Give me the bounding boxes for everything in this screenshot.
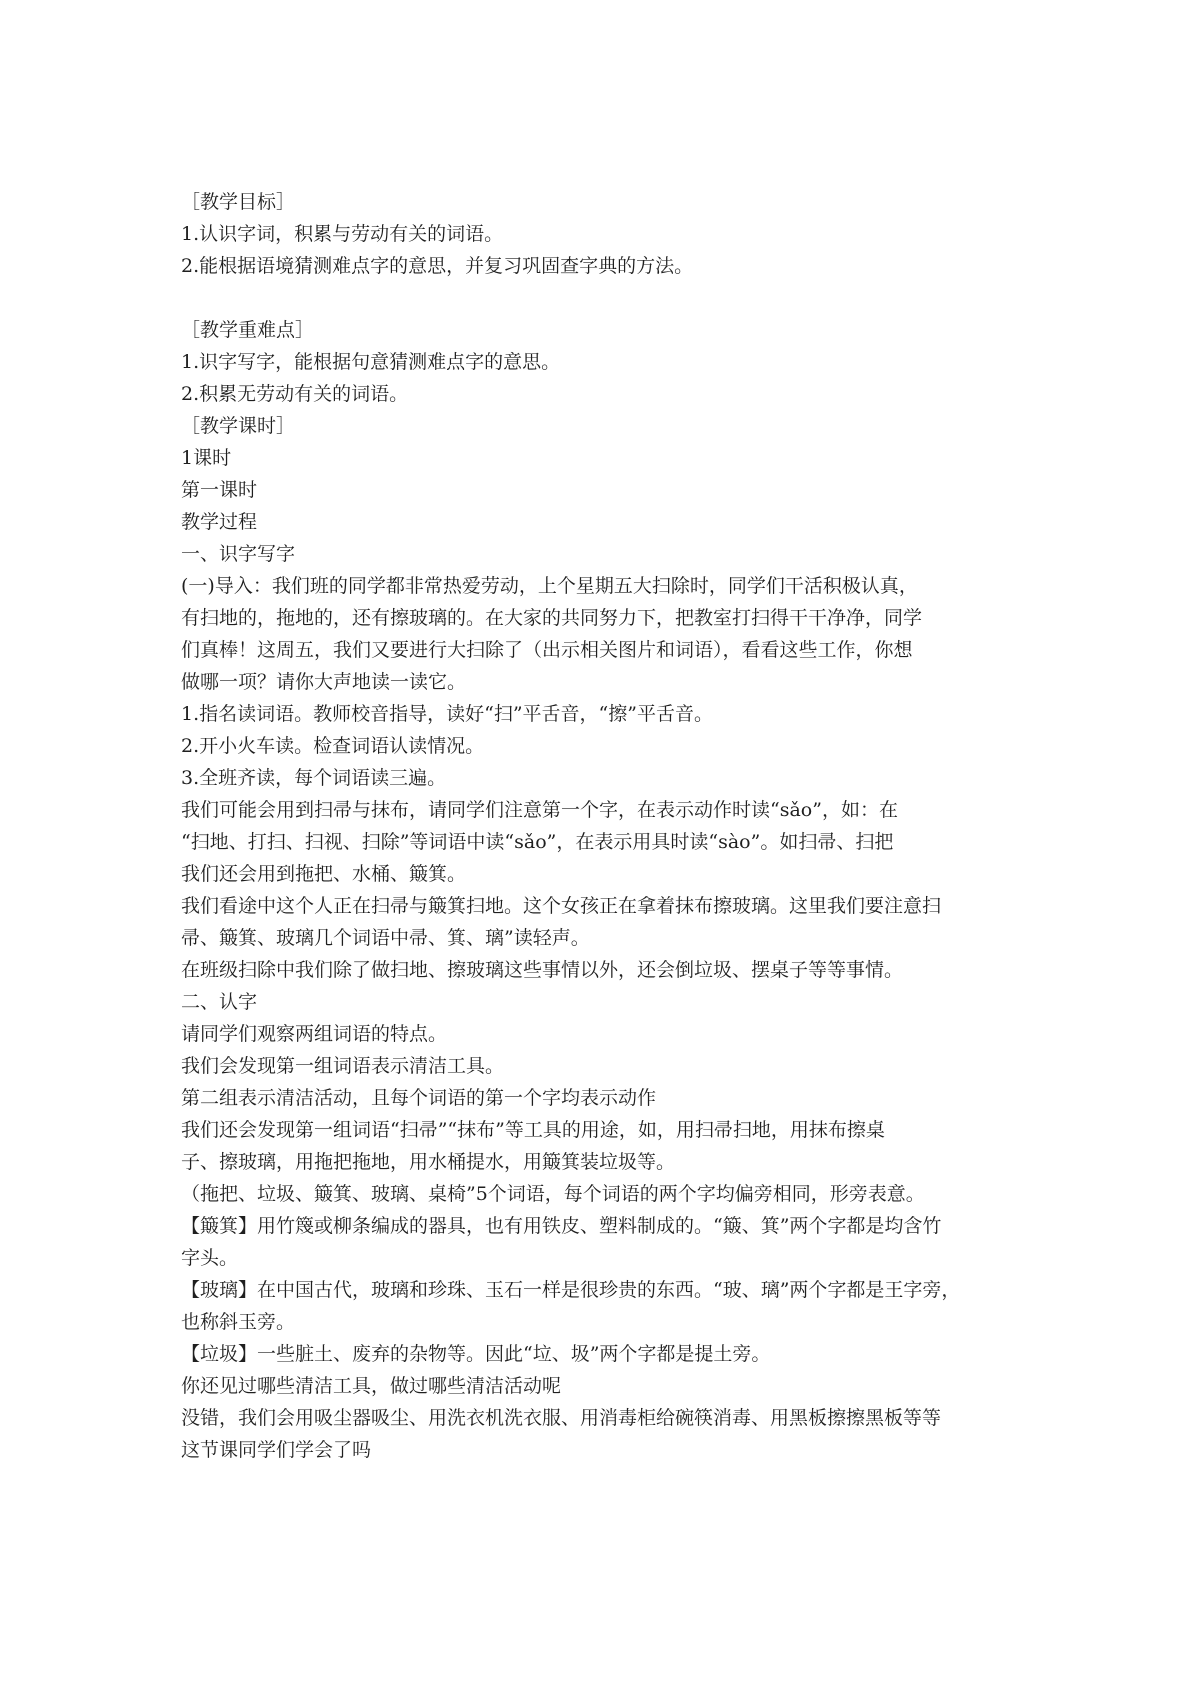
text-line: 2.积累无劳动有关的词语。	[181, 383, 409, 405]
text-line: 1.指名读词语。教师校音指导，读好“扫”平舌音，“擦”平舌音。	[181, 703, 713, 725]
text-line: 做哪一项？请你大声地读一读它。	[181, 671, 467, 693]
text-line: 有扫地的，拖地的，还有擦玻璃的。在大家的共同努力下，把教室打扫得干干净净，同学	[181, 607, 923, 629]
document-body	[181, 186, 1033, 1466]
text-line: 这节课同学们学会了吗	[181, 1439, 372, 1461]
text-line: 3.全班齐读，每个词语读三遍。	[181, 767, 447, 789]
text-line: 1.认识字词，积累与劳动有关的词语。	[181, 223, 504, 245]
section-heading-objectives: ［教学目标］	[181, 191, 296, 213]
text-line: 1.识字写字，能根据句意猜测难点字的意思。	[181, 351, 561, 373]
text-line: 们真棒！这周五，我们又要进行大扫除了（出示相关图片和词语），看看这些工作，你想	[181, 639, 913, 661]
blank-line	[181, 282, 1033, 314]
text-line: 1课时	[181, 447, 232, 469]
text-line: 【垃圾】一些脏土、废弃的杂物等。因此“垃、圾”两个字都是提土旁。	[181, 1343, 771, 1365]
text-line: 第二组表示清洁活动，且每个词语的第一个字均表示动作	[181, 1087, 657, 1109]
text-line: 在班级扫除中我们除了做扫地、擦玻璃这些事情以外，还会倒垃圾、摆桌子等等事情。	[181, 959, 904, 981]
text-line: 你还见过哪些清洁工具，做过哪些清洁活动呢	[181, 1375, 562, 1397]
text-line: 我们看途中这个人正在扫帚与簸箕扫地。这个女孩正在拿着抹布擦玻璃。这里我们要注意扫	[181, 895, 942, 917]
text-line: 子、擦玻璃，用拖把拖地，用水桶提水，用簸箕装垃圾等。	[181, 1151, 676, 1173]
text-line: 请同学们观察两组词语的特点。	[181, 1023, 448, 1045]
section-heading-class-hours: ［教学课时］	[181, 415, 296, 437]
text-line: 字头。	[181, 1247, 239, 1269]
text-line: 二、认字	[181, 991, 258, 1013]
text-line: （拖把、垃圾、簸箕、玻璃、桌椅”5个词语，每个词语的两个字均偏旁相同，形旁表意。	[181, 1183, 925, 1205]
text-line: (一)导入：我们班的同学都非常热爱劳动，上个星期五大扫除时，同学们干活积极认真，	[181, 575, 918, 597]
text-line: 【玻璃】在中国古代，玻璃和珍珠、玉石一样是很珍贵的东西。“玻、璃”两个字都是王字旁，	[181, 1279, 961, 1301]
text-line: “扫地、打扫、扫视、扫除”等词语中读“sǎo”，在表示用具时读“sào”。如扫帚、扫把	[181, 831, 894, 853]
text-line: 我们可能会用到扫帚与抹布，请同学们注意第一个字，在表示动作时读“sǎo”，如：在	[181, 799, 898, 821]
text-line: 我们还会发现第一组词语“扫帚”“抹布”等工具的用途，如，用扫帚扫地，用抹布擦桌	[181, 1119, 885, 1141]
text-line: 【簸箕】用竹篾或柳条编成的器具，也有用铁皮、塑料制成的。“簸、箕”两个字都是均含竹	[181, 1215, 942, 1237]
text-line: 第一课时	[181, 479, 258, 501]
section-heading-key-points: ［教学重难点］	[181, 319, 315, 341]
text-line: 我们会发现第一组词语表示清洁工具。	[181, 1055, 505, 1077]
text-line: 一、识字写字	[181, 543, 296, 565]
text-line: 帚、簸箕、玻璃几个词语中帚、箕、璃”读轻声。	[181, 927, 590, 949]
text-line: 2.能根据语境猜测难点字的意思，并复习巩固查字典的方法。	[181, 255, 694, 277]
text-line: 没错，我们会用吸尘器吸尘、用洗衣机洗衣服、用消毒柜给碗筷消毒、用黑板擦擦黑板等等	[181, 1407, 942, 1429]
text-line: 2.开小火车读。检查词语认读情况。	[181, 735, 485, 757]
text-line: 教学过程	[181, 511, 258, 533]
text-line: 我们还会用到拖把、水桶、簸箕。	[181, 863, 467, 885]
text-line: 也称斜玉旁。	[181, 1311, 296, 1333]
